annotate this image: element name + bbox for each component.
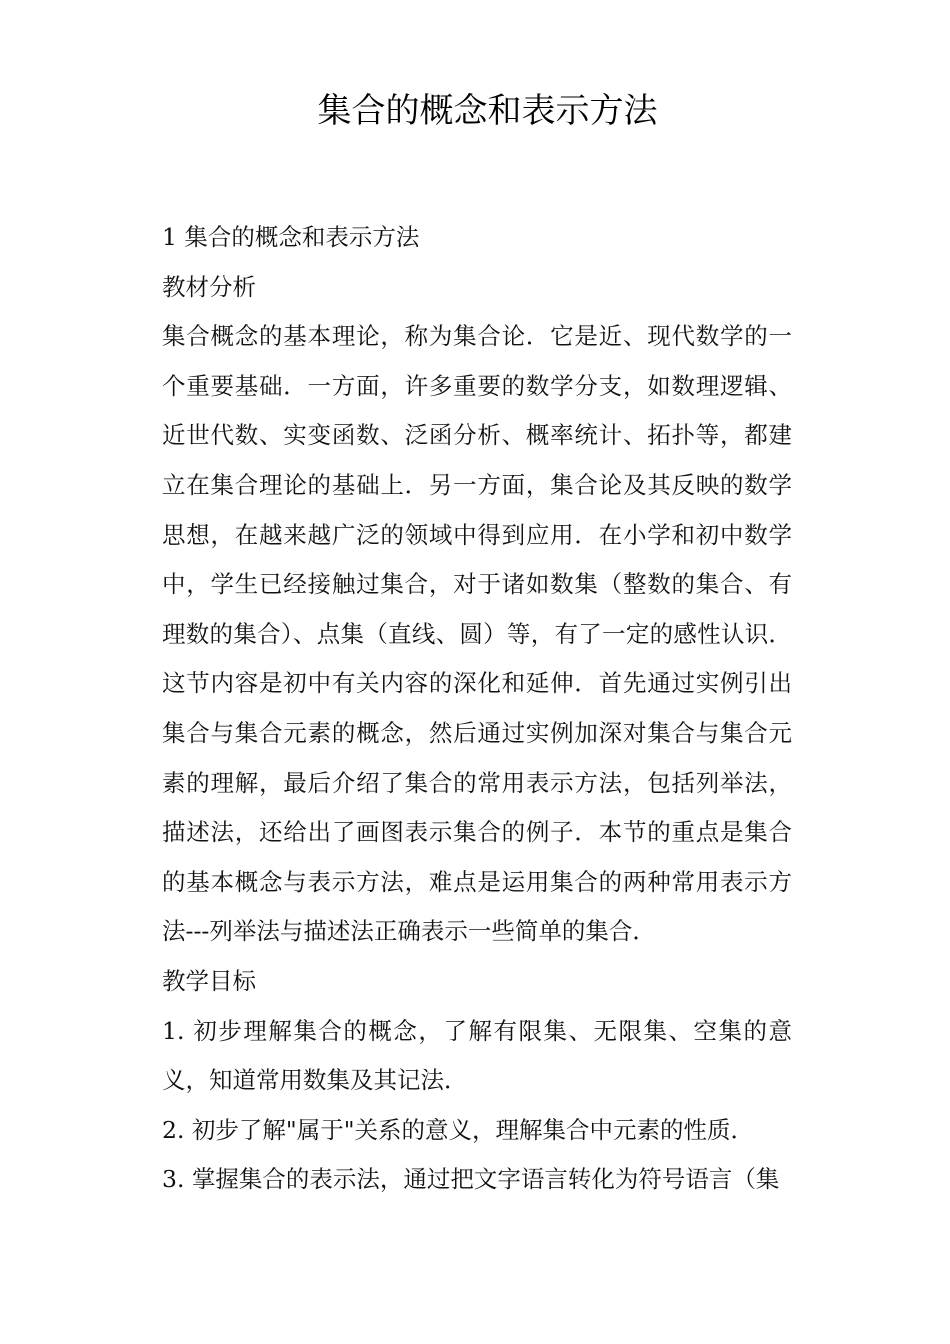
goals-heading: 教学目标 — [162, 966, 256, 995]
goal-item: 1. 初步理解集合的概念，了解有限集、无限集、空集的意义，知道常用数集及其记法． — [162, 1016, 792, 1095]
document-body — [162, 213, 792, 1205]
document-title: 集合的概念和表示方法 — [317, 91, 658, 131]
goal-item: 3. 掌握集合的表示法，通过把文字语言转化为符号语言（集 — [162, 1165, 780, 1194]
analysis-heading: 教材分析 — [162, 272, 256, 301]
section-heading: 1 集合的概念和表示方法 — [162, 223, 420, 251]
goal-item: 2. 初步了解"属于"关系的意义，理解集合中元素的性质． — [162, 1115, 755, 1144]
analysis-paragraph: 集合概念的基本理论，称为集合论．它是近、现代数学的一个重要基础．一方面，许多重要的数学分支，如数理逻辑、近世代数、实变函数、泛函分析、概率统计、拓扑等，都建立在集合理论的基础上．另一方面，集合论及其反映的数学思想，在越来越广泛的领域中得到应用．在小学和初中数学中，学生已经接触过集合，对于诸如数集（整数的集合、有理数的集合）、点集（直线、圆）等，有了一定的感性认识．这节内容是初中有关内容的深化和延伸．首先通过实例引出集合与集合元素的概念，然后通过实例加深对集合与集合元素的理解，最后介绍了集合的常用表示方法，包括列举法，描述法，还给出了画图表示集合的例子．本节的重点是集合的基本概念与表示方法，难点是运用集合的两种常用表示方法---列举法与描述法正确表示一些简单的集合． — [162, 322, 792, 946]
